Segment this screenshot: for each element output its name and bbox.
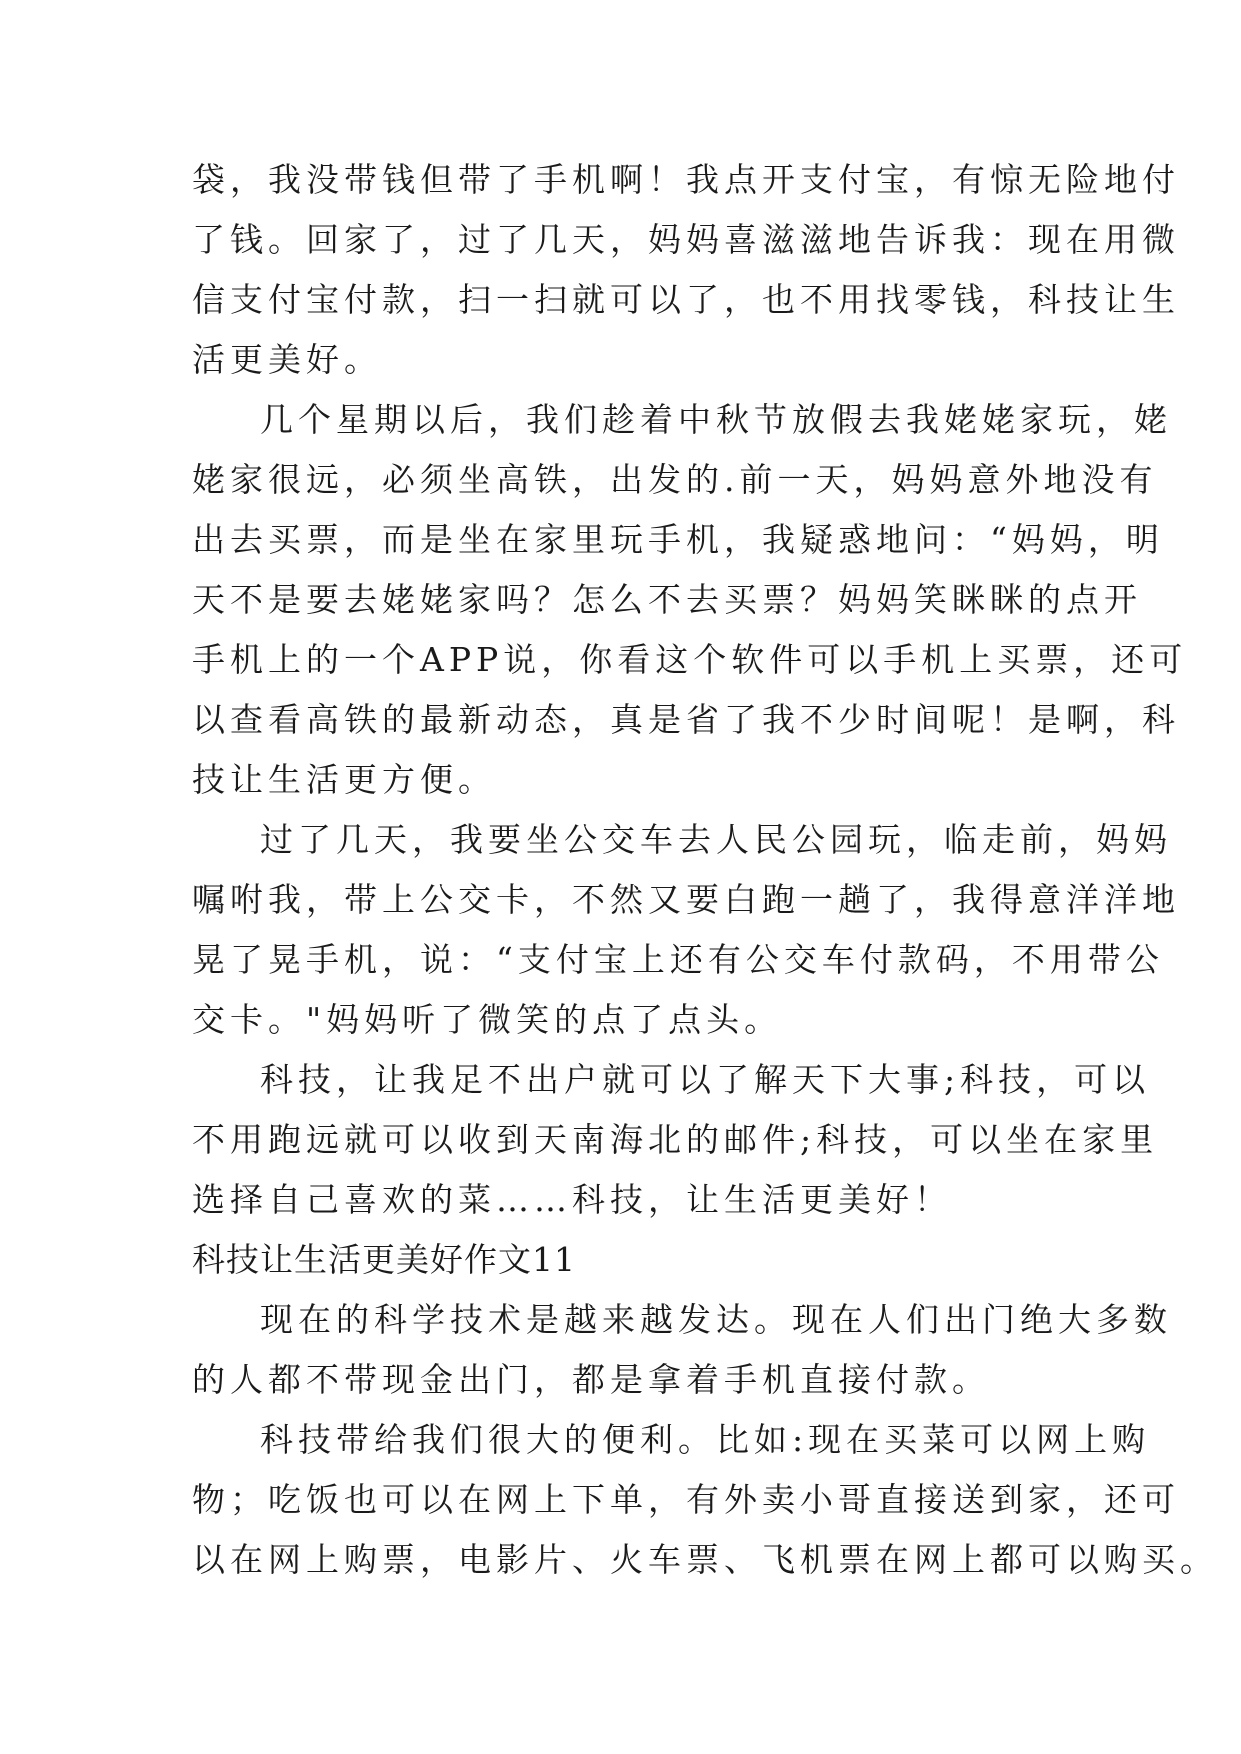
text-line: 活更美好。	[192, 340, 382, 379]
paragraph	[192, 810, 1180, 1050]
paragraph	[192, 150, 1180, 390]
text-line: 交卡。"妈妈听了微笑的点了点头。	[192, 1000, 783, 1039]
text-line: 过了几天，我要坐公交车去人民公园玩，临走前，妈妈	[260, 820, 1172, 859]
paragraph	[192, 1410, 1218, 1590]
text-line: 物；吃饭也可以在网上下单，有外卖小哥直接送到家，还可	[192, 1480, 1180, 1519]
paragraph	[192, 1050, 1159, 1230]
text-line: 嘱咐我，带上公交卡，不然又要白跑一趟了，我得意洋洋地	[192, 880, 1180, 919]
text-line: 以查看高铁的最新动态，真是省了我不少时间呢！是啊，科	[192, 700, 1180, 739]
text-line: 不用跑远就可以收到天南海北的邮件;科技，可以坐在家里	[192, 1120, 1159, 1159]
text-line: 天不是要去姥姥家吗？怎么不去买票？妈妈笑眯眯的点开	[192, 580, 1142, 619]
text-line: 技让生活更方便。	[192, 760, 496, 799]
text-line: 以在网上购票，电影片、火车票、飞机票在网上都可以购买。	[192, 1540, 1218, 1579]
text-line: 手机上的一个APP说，你看这个软件可以手机上买票，还可	[192, 640, 1188, 679]
text-line: 袋，我没带钱但带了手机啊！我点开支付宝，有惊无险地付	[192, 160, 1180, 199]
text-line: 信支付宝付款，扫一扫就可以了，也不用找零钱，科技让生	[192, 280, 1180, 319]
text-line: 出去买票，而是坐在家里玩手机，我疑惑地问：“妈妈，明	[192, 520, 1164, 559]
document-body	[192, 150, 1218, 1590]
text-line: 现在的科学技术是越来越发达。现在人们出门绝大多数	[260, 1300, 1172, 1339]
section-heading: 科技让生活更美好作文11	[192, 1240, 576, 1279]
paragraph	[192, 1290, 1172, 1410]
text-line: 科技带给我们很大的便利。比如:现在买菜可以网上购	[260, 1420, 1151, 1459]
text-line: 了钱。回家了，过了几天，妈妈喜滋滋地告诉我：现在用微	[192, 220, 1180, 259]
text-line: 晃了晃手机，说：“支付宝上还有公交车付款码，不用带公	[192, 940, 1164, 979]
text-line: 几个星期以后，我们趁着中秋节放假去我姥姥家玩，姥	[260, 400, 1172, 439]
text-line: 选择自己喜欢的菜……科技，让生活更美好！	[192, 1180, 952, 1219]
text-line: 科技，让我足不出户就可以了解天下大事;科技，可以	[260, 1060, 1151, 1099]
text-line: 姥家很远，必须坐高铁，出发的.前一天，妈妈意外地没有	[192, 460, 1158, 499]
text-line: 的人都不带现金出门，都是拿着手机直接付款。	[192, 1360, 990, 1399]
paragraph	[192, 390, 1188, 810]
